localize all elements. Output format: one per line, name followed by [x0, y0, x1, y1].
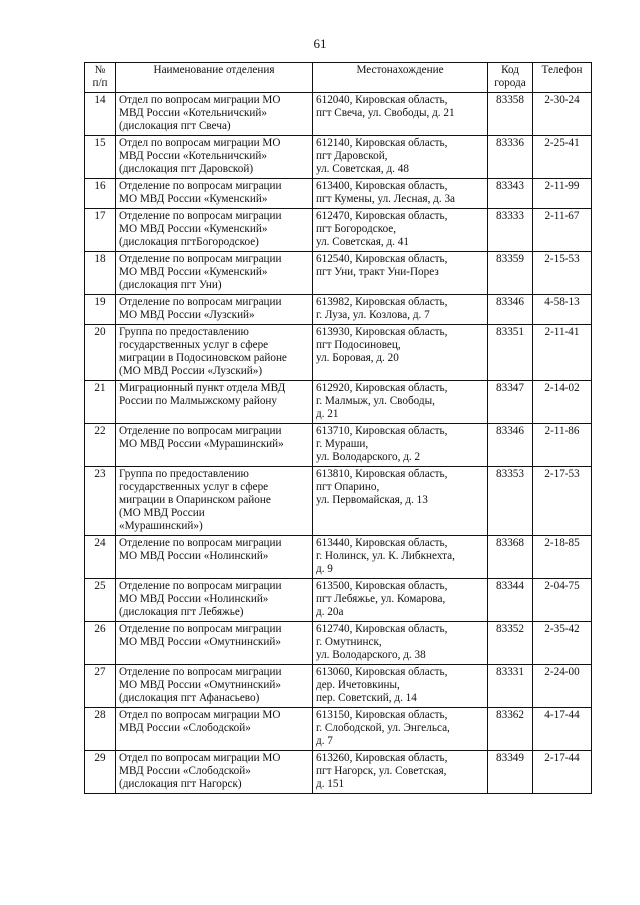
city-code: 83368	[488, 536, 533, 579]
office-name-line: миграции в Подосиновском районе	[119, 352, 287, 364]
office-location-line: 613500, Кировская область,	[316, 580, 448, 592]
office-location-line: 613440, Кировская область,	[316, 537, 448, 549]
office-name-line: Отделение по вопросам миграции	[119, 425, 282, 437]
phone-number: 2-18-85	[533, 536, 592, 579]
office-name	[116, 622, 313, 665]
office-location-line: пгт Подосиновец,	[316, 339, 401, 351]
row-number: 29	[85, 751, 116, 794]
city-code: 83358	[488, 93, 533, 136]
office-name-line: МО МВД России «Куменский»	[119, 223, 268, 235]
city-code: 83336	[488, 136, 533, 179]
table-row	[85, 665, 592, 708]
office-location-line: пгт Уни, тракт Уни-Порез	[316, 266, 439, 278]
row-number: 20	[85, 325, 116, 381]
row-number: 25	[85, 579, 116, 622]
office-location-line: 613260, Кировская область,	[316, 752, 448, 764]
office-location-line: 612040, Кировская область,	[316, 94, 448, 106]
office-name-line: Миграционный пункт отдела МВД	[119, 382, 286, 394]
office-name-line: (дислокация пгт Уни)	[119, 279, 222, 291]
office-location-line: д. 7	[316, 735, 333, 747]
header-num	[85, 63, 116, 93]
row-number: 21	[85, 381, 116, 424]
row-number: 16	[85, 179, 116, 209]
phone-number: 2-25-41	[533, 136, 592, 179]
office-name-line: МО МВД России «Куменский»	[119, 193, 268, 205]
phone-number: 2-15-53	[533, 252, 592, 295]
migration-offices-table	[84, 62, 592, 794]
table-row	[85, 536, 592, 579]
office-location-line: 613810, Кировская область,	[316, 468, 448, 480]
office-location-line: 613710, Кировская область,	[316, 425, 448, 437]
office-name	[116, 424, 313, 467]
office-name-line: Отделение по вопросам миграции	[119, 666, 282, 678]
row-number: 15	[85, 136, 116, 179]
office-location-line: 613930, Кировская область,	[316, 326, 448, 338]
office-name-line: (дислокация пгт Афанасьево)	[119, 692, 260, 704]
office-name-line: Отдел по вопросам миграции МО	[119, 94, 281, 106]
office-location	[313, 708, 488, 751]
phone-number: 2-35-42	[533, 622, 592, 665]
table-row	[85, 325, 592, 381]
office-location-line: 612470, Кировская область,	[316, 210, 448, 222]
office-location-line: 613060, Кировская область,	[316, 666, 448, 678]
city-code: 83331	[488, 665, 533, 708]
office-name-line: Отделение по вопросам миграции	[119, 537, 282, 549]
office-name-line: миграции в Опаринском районе	[119, 494, 271, 506]
office-name-line: МВД России «Котельничский»	[119, 107, 267, 119]
table-row	[85, 424, 592, 467]
office-name-line: (дислокация пгт Нагорск)	[119, 778, 242, 790]
office-name-line: МО МВД России «Лузский»	[119, 309, 255, 321]
office-name-line: МВД России «Котельничский»	[119, 150, 267, 162]
office-name	[116, 751, 313, 794]
table-row	[85, 708, 592, 751]
city-code: 83362	[488, 708, 533, 751]
table-row	[85, 209, 592, 252]
office-name-line: МО МВД России «Мурашинский»	[119, 438, 284, 450]
city-code: 83346	[488, 424, 533, 467]
office-location	[313, 467, 488, 536]
office-name	[116, 325, 313, 381]
row-number: 28	[85, 708, 116, 751]
office-location-line: пгт Лебяжье, ул. Комарова,	[316, 593, 446, 605]
header-code	[488, 63, 533, 93]
office-name-line: МВД России «Слободской»	[119, 765, 251, 777]
table-header-row	[85, 63, 592, 93]
office-name	[116, 93, 313, 136]
office-name-line: «Мурашинский»)	[119, 520, 203, 532]
office-name-line: Отделение по вопросам миграции	[119, 210, 282, 222]
office-location-line: д. 151	[316, 778, 345, 790]
office-location-line: дер. Ичетовкины,	[316, 679, 400, 691]
office-name	[116, 295, 313, 325]
office-name-line: Отдел по вопросам миграции МО	[119, 709, 281, 721]
office-location-line: д. 9	[316, 563, 333, 575]
table-row	[85, 579, 592, 622]
office-name-line: России по Малмыжскому району	[119, 395, 278, 407]
office-location-line: 612920, Кировская область,	[316, 382, 448, 394]
phone-number: 2-11-86	[533, 424, 592, 467]
office-location-line: г. Нолинск, ул. К. Либкнехта,	[316, 550, 455, 562]
city-code: 83346	[488, 295, 533, 325]
row-number: 14	[85, 93, 116, 136]
office-location-line: пгт Кумены, ул. Лесная, д. 3а	[316, 193, 456, 205]
office-location-line: 613150, Кировская область,	[316, 709, 448, 721]
city-code: 83343	[488, 179, 533, 209]
office-name-line: МО МВД России «Нолинский»	[119, 593, 269, 605]
city-code: 83344	[488, 579, 533, 622]
table-row	[85, 751, 592, 794]
header-phone: Телефон	[533, 63, 592, 93]
header-num-line: №	[94, 64, 106, 76]
office-location	[313, 751, 488, 794]
city-code: 83347	[488, 381, 533, 424]
office-name-line: (МО МВД России	[119, 507, 205, 519]
table-row	[85, 381, 592, 424]
header-name: Наименование отделения	[116, 63, 313, 93]
office-name	[116, 209, 313, 252]
office-name-line: Отделение по вопросам миграции	[119, 180, 282, 192]
table-row	[85, 93, 592, 136]
office-location-line: г. Мураши,	[316, 438, 369, 450]
office-location-line: пгт Даровской,	[316, 150, 388, 162]
office-location	[313, 536, 488, 579]
office-name-line: Отделение по вопросам миграции	[119, 580, 282, 592]
office-location-line: пгт Богородское,	[316, 223, 397, 235]
row-number: 27	[85, 665, 116, 708]
office-location	[313, 179, 488, 209]
header-code-line: Код	[501, 64, 519, 76]
office-location	[313, 622, 488, 665]
office-name-line: Отделение по вопросам миграции	[119, 623, 282, 635]
office-name	[116, 467, 313, 536]
office-location-line: 613400, Кировская область,	[316, 180, 448, 192]
phone-number: 2-14-02	[533, 381, 592, 424]
office-name	[116, 536, 313, 579]
office-location-line: 612540, Кировская область,	[316, 253, 448, 265]
office-location-line: ул. Советская, д. 48	[316, 163, 409, 175]
table-body	[85, 93, 592, 794]
office-name-line: МО МВД России «Омутнинский»	[119, 679, 281, 691]
phone-number: 2-17-44	[533, 751, 592, 794]
office-name-line: Отдел по вопросам миграции МО	[119, 752, 281, 764]
phone-number: 2-24-00	[533, 665, 592, 708]
office-location	[313, 252, 488, 295]
office-location	[313, 295, 488, 325]
phone-number: 2-04-75	[533, 579, 592, 622]
office-name-line: Отделение по вопросам миграции	[119, 296, 282, 308]
office-location-line: пгт Свеча, ул. Свободы, д. 21	[316, 107, 455, 119]
table-row	[85, 252, 592, 295]
office-name	[116, 252, 313, 295]
office-location-line: г. Омутнинск,	[316, 636, 382, 648]
office-location-line: д. 21	[316, 408, 339, 420]
phone-number: 2-11-41	[533, 325, 592, 381]
office-location	[313, 325, 488, 381]
office-location-line: пер. Советский, д. 14	[316, 692, 417, 704]
office-location-line: ул. Володарского, д. 38	[316, 649, 426, 661]
office-name-line: Группа по предоставлению	[119, 326, 249, 338]
office-location	[313, 579, 488, 622]
phone-number: 2-30-24	[533, 93, 592, 136]
header-location: Местонахождение	[313, 63, 488, 93]
office-location	[313, 424, 488, 467]
office-location-line: ул. Первомайская, д. 13	[316, 494, 428, 506]
office-location	[313, 381, 488, 424]
table-row	[85, 295, 592, 325]
phone-number: 2-17-53	[533, 467, 592, 536]
office-name-line: (дислокация пгтБогородское)	[119, 236, 259, 248]
office-location-line: 612140, Кировская область,	[316, 137, 448, 149]
row-number: 18	[85, 252, 116, 295]
office-name-line: (дислокация пгт Даровской)	[119, 163, 254, 175]
office-location-line: 613982, Кировская область,	[316, 296, 448, 308]
table-row	[85, 467, 592, 536]
office-location	[313, 136, 488, 179]
row-number: 19	[85, 295, 116, 325]
table-row	[85, 179, 592, 209]
city-code: 83349	[488, 751, 533, 794]
office-location-line: г. Луза, ул. Козлова, д. 7	[316, 309, 430, 321]
office-location	[313, 665, 488, 708]
header-num-line: п/п	[92, 77, 108, 89]
office-name	[116, 579, 313, 622]
office-location-line: пгт Опарино,	[316, 481, 380, 493]
row-number: 24	[85, 536, 116, 579]
office-name-line: Отделение по вопросам миграции	[119, 253, 282, 265]
office-location-line: г. Малмыж, ул. Свободы,	[316, 395, 435, 407]
page-number: 61	[313, 36, 327, 51]
phone-number: 2-11-99	[533, 179, 592, 209]
office-location-line: ул. Володарского, д. 2	[316, 451, 421, 463]
office-location-line: д. 20а	[316, 606, 344, 618]
city-code: 83353	[488, 467, 533, 536]
office-location-line: ул. Советская, д. 41	[316, 236, 409, 248]
office-name-line: Отдел по вопросам миграции МО	[119, 137, 281, 149]
table-row	[85, 136, 592, 179]
office-name-line: (дислокация пгт Лебяжье)	[119, 606, 244, 618]
office-name-line: государственных услуг в сфере	[119, 339, 269, 351]
row-number: 22	[85, 424, 116, 467]
office-name	[116, 381, 313, 424]
city-code: 83359	[488, 252, 533, 295]
office-name-line: МО МВД России «Куменский»	[119, 266, 268, 278]
phone-number: 4-58-13	[533, 295, 592, 325]
office-location-line: г. Слободской, ул. Энгельса,	[316, 722, 450, 734]
city-code: 83352	[488, 622, 533, 665]
city-code: 83351	[488, 325, 533, 381]
row-number: 26	[85, 622, 116, 665]
office-name	[116, 708, 313, 751]
office-name-line: (МО МВД России «Лузский»)	[119, 365, 263, 377]
row-number: 23	[85, 467, 116, 536]
office-name	[116, 665, 313, 708]
office-name-line: МО МВД России «Нолинский»	[119, 550, 269, 562]
office-name	[116, 179, 313, 209]
phone-number: 2-11-67	[533, 209, 592, 252]
phone-number: 4-17-44	[533, 708, 592, 751]
office-location-line: пгт Нагорск, ул. Советская,	[316, 765, 447, 777]
header-code-line: города	[494, 77, 526, 89]
office-name-line: МО МВД России «Омутнинский»	[119, 636, 281, 648]
office-location-line: 612740, Кировская область,	[316, 623, 448, 635]
office-name-line: МВД России «Слободской»	[119, 722, 251, 734]
city-code: 83333	[488, 209, 533, 252]
office-name-line: Группа по предоставлению	[119, 468, 249, 480]
office-location	[313, 93, 488, 136]
office-name-line: государственных услуг в сфере	[119, 481, 269, 493]
office-location	[313, 209, 488, 252]
office-name	[116, 136, 313, 179]
row-number: 17	[85, 209, 116, 252]
office-name-line: (дислокация пгт Свеча)	[119, 120, 231, 132]
office-location-line: ул. Боровая, д. 20	[316, 352, 399, 364]
table-row	[85, 622, 592, 665]
